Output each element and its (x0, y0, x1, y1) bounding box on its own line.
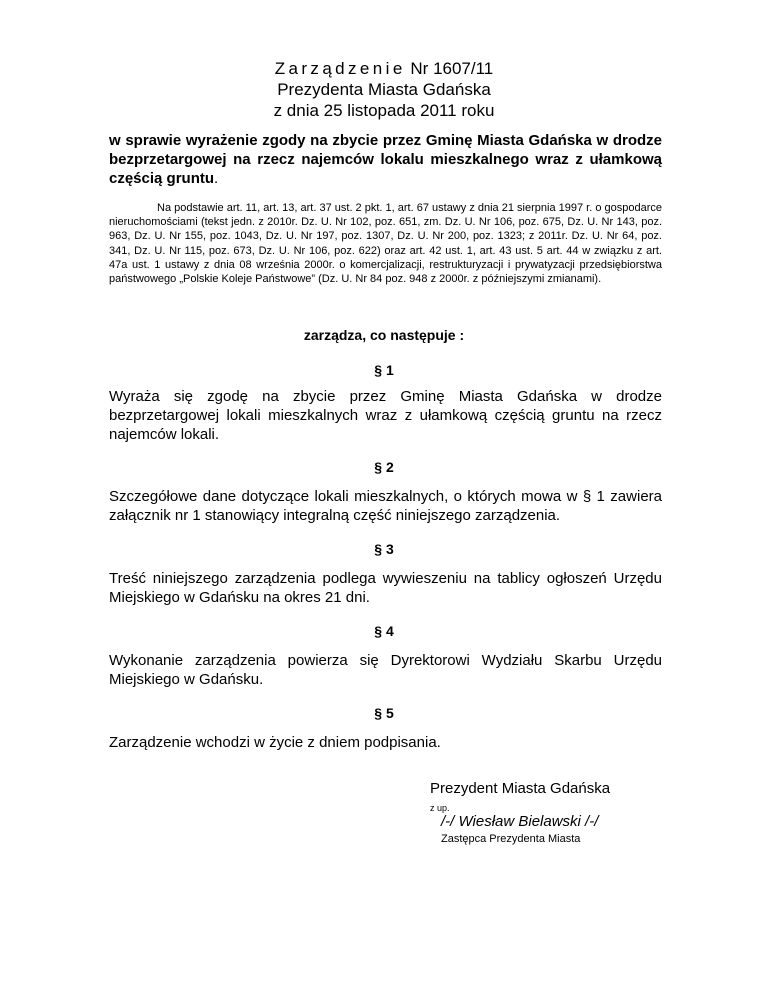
paragraph-2-text: Szczegółowe dane dotyczące lokali mieszkalnych, o których mowa w § 1 zawiera załącznik nr 1 stanowiący integralną część niniejszego zarządzenia. (109, 488, 662, 524)
paragraph-2-heading: § 2 (374, 459, 394, 475)
header-title: Zarządzenie (274, 59, 406, 78)
document-subject (109, 131, 662, 188)
signature-on-behalf: z up. (430, 803, 450, 813)
signature-title: Prezydent Miasta Gdańska (430, 780, 611, 797)
signature-role: Zastępca Prezydenta Miasta (441, 833, 581, 845)
signature-name: /-/ Wiesław Bielawski /-/ (441, 813, 599, 830)
paragraph-5-heading: § 5 (374, 705, 394, 721)
paragraph-1-heading: § 1 (374, 362, 394, 378)
header-line-1 (0, 58, 768, 79)
header-number: Nr 1607/11 (410, 59, 494, 78)
legal-basis: Na podstawie art. 11, art. 13, art. 37 ust. 2 pkt. 1, art. 67 ustawy z dnia 21 sierpnia 1997 r. o gospodarce nieruchomościami (tekst jedn. z 2010r. Dz. U. Nr 102, poz. 651, zm. Dz. U. Nr 106, poz. 675, Dz. U. Nr 143, poz. 963, Dz. U. Nr 155, poz. 1043, Dz. U. Nr 197, poz. 1307, Dz. U. Nr 200, poz. 1323; z 2011r. Dz. U. Nr 64, poz. 341, Dz. U. Nr 115, poz. 673, Dz. U. Nr 106, poz. 622) oraz art. 42 ust. 1, art. 43 ust. 5 art. 44 w związku z art. 47a ust. 1 ustawy z dnia 08 września 2000r. o komercjalizacji, restrukturyzacji i prywatyzacji przedsiębiorstwa państwowego „Polskie Koleje Państwowe” (Dz. U. Nr 84 poz. 948 z 2000r. z późniejszymi zmianami). (109, 202, 662, 286)
document-header (0, 58, 768, 121)
paragraph-3-heading: § 3 (374, 541, 394, 557)
subject-text: w sprawie wyrażenie zgody na zbycie przez Gminę Miasta Gdańska w drodze bezprzetargowej na rzecz najemców lokalu mieszkalnego wraz z ułamkową częścią gruntu (109, 132, 662, 187)
subject-dot: . (214, 170, 219, 187)
paragraph-4-text: Wykonanie zarządzenia powierza się Dyrektorowi Wydziału Skarbu Urzędu Miejskiego w Gdańsku. (109, 652, 662, 688)
paragraph-5-text: Zarządzenie wchodzi w życie z dniem podpisania. (109, 734, 441, 751)
paragraph-4-heading: § 4 (374, 623, 394, 639)
header-date: z dnia 25 listopada 2011 roku (273, 101, 495, 120)
paragraph-3-text: Treść niniejszego zarządzenia podlega wywieszeniu na tablicy ogłoszeń Urzędu Miejskiego w Gdańsku na okres 21 dni. (109, 570, 662, 606)
header-issuer: Prezydenta Miasta Gdańska (277, 80, 491, 99)
paragraph-1-text: Wyraża się zgodę na zbycie przez Gminę Miasta Gdańska w drodze bezprzetargowej lokali mieszkalnych wraz z ułamkową częścią gruntu na rzecz najemców lokali. (109, 388, 662, 443)
decree-statement: zarządza, co następuje : (303, 327, 465, 343)
